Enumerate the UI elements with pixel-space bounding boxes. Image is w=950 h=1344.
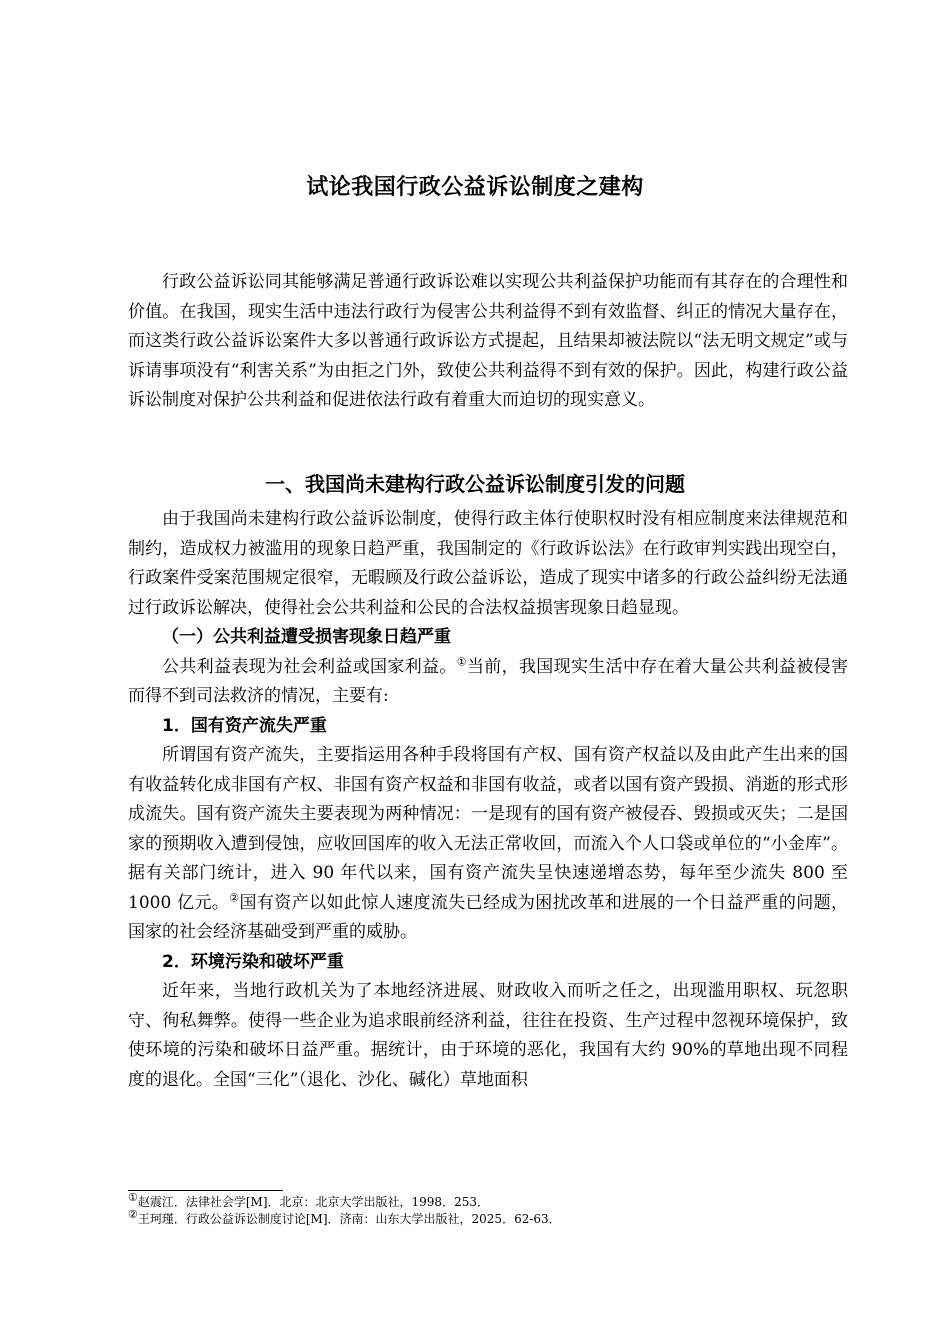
footnote-separator (128, 1190, 283, 1191)
footnote-ref-2[interactable]: ② (229, 890, 240, 904)
subsection1-text-b: 当前，我国现实生活中存在着大量公共利益被侵害而得不到司法救济的情况，主要有: (128, 656, 849, 706)
item1-text-b: 国有资产以如此惊人速度流失已经成为困扰改革和进展的一个日益严重的问题，国家的社会经济基础受到严重的威胁。 (128, 892, 849, 942)
intro-block (128, 268, 848, 416)
subsection1-text-a: 公共利益表现为社会利益或国家利益。 (162, 656, 457, 677)
footnote-2 (128, 1208, 561, 1227)
footnote-1-text: 赵震江．法律社会学[M]．北京：北京大学出版社，1998．253． (137, 1195, 489, 1209)
footnote-1-mark: ① (128, 1191, 138, 1204)
section1-body (128, 505, 848, 1095)
item1-text-a: 所谓国有资产流失，主要指运用各种手段将国有产权、国有资产权益以及由此产生出来的国有收益转化成非国有产权、非国有资产权益和非国有收益，或者以国有资产毁损、消逝的形式形成流失。国有资产流失主要表现为两种情况：一是现有的国有资产被侵吞、毁损或灭失；二是国家的预期收入遭到侵蚀，应收回国库的收入无法正常收回，而流入个人口袋或单位的“小金库”。据有关部门统计，进入 90 年代以来，国有资产流失呈快速递增态势，每年至少流失 800 至 1000 亿元。 (128, 745, 848, 913)
document-title: 试论我国行政公益诉讼制度之建构 (306, 175, 644, 200)
section-heading-1: 一、我国尚未建构行政公益诉讼制度引发的问题 (265, 472, 685, 496)
footnote-ref-1[interactable]: ① (456, 654, 467, 668)
item2-paragraph: 近年来，当地行政机关为了本地经济进展、财政收入而听之任之，出现滥用职权、玩忽职守、徇私舞弊。使得一些企业为追求眼前经济利益，往往在投资、生产过程中忽视环境保护，致使环境的污染和破坏日益严重。据统计，由于环境的恶化，我国有大约 90%的草地出现不同程度的退化。全国“三化”（退化、沙化、碱化）草地面积 (128, 981, 848, 1090)
subsection1-paragraph (128, 653, 848, 712)
intro-paragraph: 行政公益诉讼同其能够满足普通行政诉讼难以实现公共利益保护功能而有其存在的合理性和价值。在我国，现实生活中违法行政行为侵害公共利益得不到有效监督、纠正的情况大量存在，而这类行政公益诉讼案件大多以普通行政诉讼方式提起，且结果却被法院以“法无明文规定”或与诉请事项没有“利害关系”为由拒之门外，致使公共利益得不到有效的保护。因此，构建行政公益诉讼制度对保护公共利益和促进依法行政有着重大而迫切的现实意义。 (128, 272, 848, 410)
footnote-1 (128, 1191, 489, 1210)
item-heading-1: 1．国有资产流失严重 (162, 715, 327, 736)
item1-paragraph (128, 741, 848, 948)
subsection-heading-1: （一）公共利益遭受损害现象日趋严重 (162, 627, 451, 647)
item-heading-2: 2．环境污染和破坏严重 (162, 951, 344, 972)
footnote-2-mark: ② (128, 1208, 138, 1221)
section1-paragraph: 由于我国尚未建构行政公益诉讼制度，使得行政主体行使职权时没有相应制度来法律规范和制约，造成权力被滥用的现象日趋严重，我国制定的《行政诉讼法》在行政审判实践出现空白，行政案件受案范围规定很窄，无暇顾及行政公益诉讼，造成了现实中诸多的行政公益纠纷无法通过行政诉讼解决，使得社会公共利益和公民的合法权益损害现象日趋显现。 (128, 509, 848, 618)
footnote-2-text: 王珂瑾．行政公益诉讼制度讨论[M]．济南：山东大学出版社，2025．62-63． (137, 1212, 561, 1226)
